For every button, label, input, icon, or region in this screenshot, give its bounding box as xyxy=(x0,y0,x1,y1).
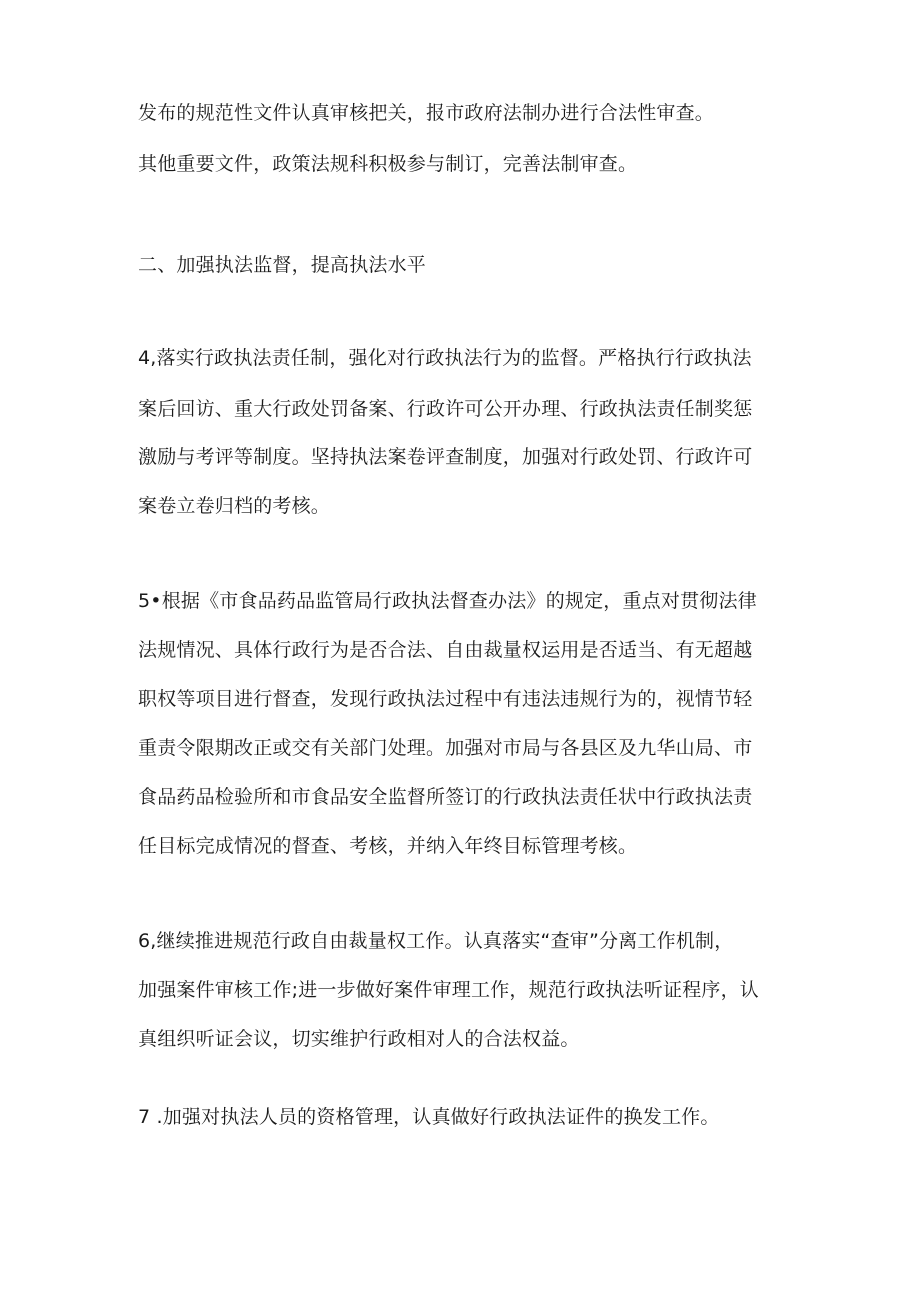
text-line: 其他重要文件，政策法规科积极参与制订，完善法制审查。 xyxy=(138,153,638,175)
text-line: 案卷立卷归档的考核。 xyxy=(138,495,331,517)
text-line: 职权等项目进行督查，发现行政执法过程中有违法违规行为的，视情节轻 xyxy=(138,688,753,710)
text-line: 激励与考评等制度。坚持执法案卷评查制度，加强对行政处罚、行政许可 xyxy=(138,446,753,468)
section-heading: 二、加强执法监督，提高执法水平 xyxy=(138,254,427,276)
text-line: 加强案件审核工作;进一步做好案件审理工作，规范行政执法听证程序，认 xyxy=(138,979,760,1001)
text-line: 5•根据《市食品药品监管局行政执法督查办法》的规定，重点对贯彻法律 xyxy=(138,590,757,612)
text-line: 重责令限期改正或交有关部门处理。加强对市局与各县区及九华山局、市 xyxy=(138,737,753,759)
text-line: 7 .加强对执法人员的资格管理，认真做好行政执法证件的换发工作。 xyxy=(138,1106,720,1128)
text-line: 任目标完成情况的督查、考核，并纳入年终目标管理考核。 xyxy=(138,835,638,857)
text-line: 发布的规范性文件认真审核把关，报市政府法制办进行合法性审查。 xyxy=(138,102,715,124)
text-line: 食品药品检验所和市食品安全监督所签订的行政执法责任状中行政执法责 xyxy=(138,786,753,808)
text-line: 4,落实行政执法责任制，强化对行政执法行为的监督。严格执行行政执法 xyxy=(138,347,752,369)
text-line: 真组织听证会议，切实维护行政相对人的合法权益。 xyxy=(138,1028,580,1050)
text-line: 法规情况、具体行政行为是否合法、自由裁量权运用是否适当、有无超越 xyxy=(138,639,753,661)
text-line: 案后回访、重大行政处罚备案、行政许可公开办理、行政执法责任制奖惩 xyxy=(138,398,753,420)
text-line: 6,继续推进规范行政自由裁量权工作。认真落实“查审”分离工作机制， xyxy=(138,930,734,952)
